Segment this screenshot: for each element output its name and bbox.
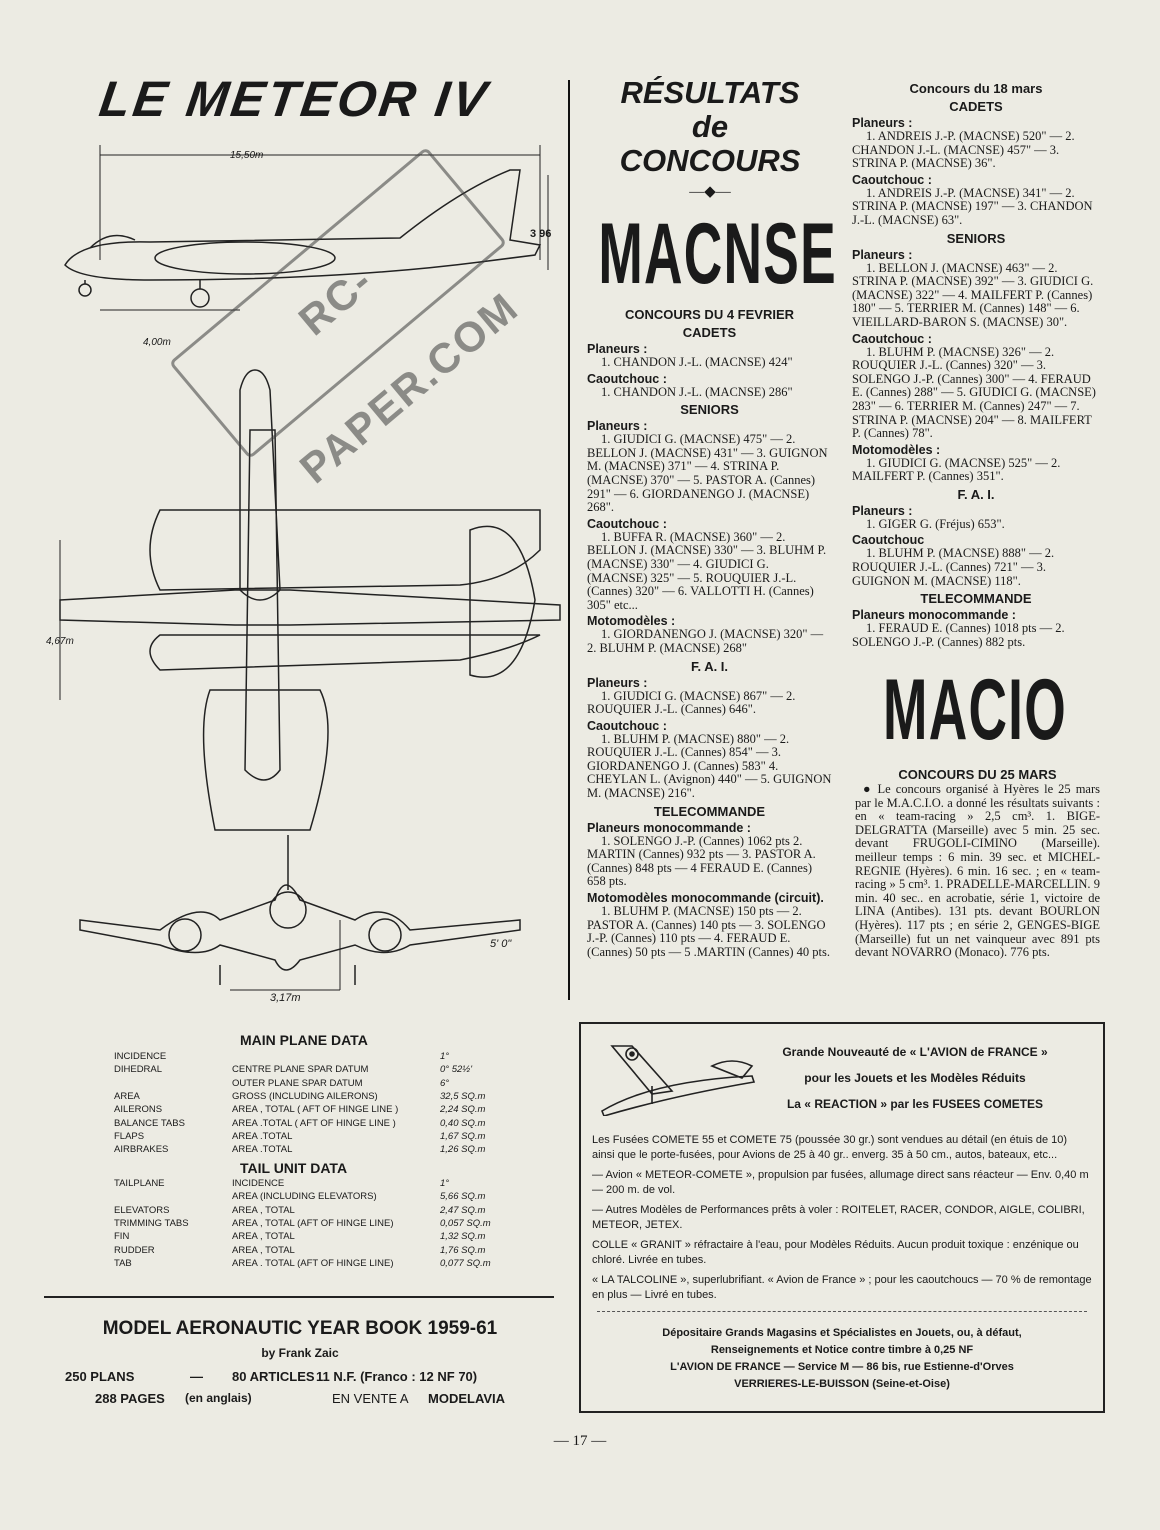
r-cadets-planeurs-results: 1. ANDREIS J.-P. (MACNSE) 520" — 2. CHANDON J.-L. (MACNSE) 457" — 3. STRINA P. (MACNSE) 36". bbox=[852, 129, 1075, 171]
ad-para-modeles: — Autres Modèles de Performances prêts à voler : ROITELET, RACER, CONDOR, AIGLE, COLIBRI, METEOR, JETEX. bbox=[592, 1204, 1085, 1231]
tail-unit-label: TAILPLANE bbox=[114, 1178, 165, 1190]
seniors-caout-label: Caoutchouc : bbox=[587, 516, 667, 531]
main-plane-label: AREA bbox=[114, 1091, 140, 1103]
main-plane-table bbox=[110, 1050, 489, 1156]
r-fai-planeurs-label: Planeurs : bbox=[852, 503, 913, 518]
main-plane-heading: MAIN PLANE DATA bbox=[240, 1032, 368, 1048]
ad-footer-line2: Renseignements et Notice contre timbre à 0,25 NF bbox=[710, 1344, 974, 1356]
main-plane-value: 0,40 SQ.m bbox=[440, 1117, 486, 1129]
ad-para-talcoline: « LA TALCOLINE », superlubrifiant. « Avion de France » ; pour les caoutchoucs — 70 % de remontage en plus — Livré en tubes. bbox=[592, 1274, 1092, 1301]
main-plane-row bbox=[110, 1103, 489, 1116]
yearbook-dash: — bbox=[190, 1369, 203, 1384]
seniors-moto-results: 1. GIORDANENGO J. (MACNSE) 320" — 2. BLUHM P. (MACNSE) 268" bbox=[587, 627, 824, 655]
macnse-results bbox=[587, 304, 832, 959]
concours-25-heading: CONCOURS DU 25 MARS bbox=[898, 767, 1057, 782]
yearbook-pages: 288 PAGES bbox=[95, 1391, 165, 1406]
tail-unit-label bbox=[110, 1190, 228, 1203]
yearbook-author: by Frank Zaic bbox=[261, 1346, 339, 1360]
ad-separator bbox=[597, 1311, 1087, 1312]
main-plane-value: 1,26 SQ.m bbox=[440, 1144, 486, 1156]
tail-unit-desc: INCIDENCE bbox=[232, 1178, 285, 1190]
r-cadets-caout-label: Caoutchouc : bbox=[852, 172, 932, 187]
tail-unit-value: 1° bbox=[440, 1178, 450, 1190]
telecommande-heading: TELECOMMANDE bbox=[653, 803, 766, 819]
tail-unit-value: 1,76 SQ.m bbox=[440, 1244, 486, 1256]
main-plane-row bbox=[110, 1050, 489, 1063]
seniors-moto-label: Motomodèles : bbox=[587, 614, 676, 629]
r-seniors-heading: SENIORS bbox=[946, 230, 1006, 246]
concours-date: CONCOURS DU 4 FEVRIER bbox=[624, 307, 795, 322]
concours-18-heading: Concours du 18 mars bbox=[909, 81, 1043, 96]
seniors-planeurs-results: 1. GIUDICI G. (MACNSE) 475" — 2. BELLON J. (MACNSE) 431" — 3. GUIGNON M. (MACNSE) 371" — 4. STRINA P. (MACNSE) 370" — 5. PASTOR A. (Cannes) 291" — 6. GIORDANENGO J. (MACNSE) 268". bbox=[587, 432, 828, 515]
tail-unit-row bbox=[110, 1190, 495, 1203]
tail-unit-desc: AREA , TOTAL bbox=[232, 1244, 295, 1256]
main-plane-value: 1,67 SQ.m bbox=[440, 1130, 486, 1142]
main-plane-value: 2,24 SQ.m bbox=[440, 1104, 486, 1116]
ad-body bbox=[592, 1133, 1092, 1303]
main-plane-desc: AREA .TOTAL ( AFT OF HINGE LINE ) bbox=[232, 1117, 396, 1129]
main-plane-value: 32,5 SQ.m bbox=[440, 1091, 486, 1103]
ad-para-colle: COLLE « GRANIT » réfractaire à l'eau, pour Modèles Réduits. Aucun produit toxique : enzénique ou chloré. Livrée en tubes. bbox=[592, 1239, 1079, 1266]
main-plane-label: FLAPS bbox=[114, 1130, 145, 1142]
main-plane-value: 0° 52½' bbox=[440, 1064, 473, 1076]
cadets-caout-results: 1. CHANDON J.-L. (MACNSE) 286" bbox=[601, 384, 793, 399]
results-heading bbox=[580, 76, 840, 178]
ad-line2: pour les Jouets et les Modèles Réduits bbox=[804, 1071, 1026, 1085]
yearbook-sale: EN VENTE A bbox=[332, 1391, 409, 1406]
main-plane-row bbox=[110, 1116, 489, 1129]
main-plane-row bbox=[110, 1130, 489, 1143]
r-fai-caout-results: 1. BLUHM P. (MACNSE) 888" — 2. ROUQUIER J.-L. (Cannes) 721" — 3. GUIGNON M. (MACNSE) 118". bbox=[852, 546, 1055, 588]
main-plane-label bbox=[110, 1077, 228, 1090]
ad-para-fusees: Les Fusées COMETE 55 et COMETE 75 (poussée 30 gr.) sont vendues au détail (en étuis de 10) ainsi que le porte-fusées, pour Avions de 25 à 40 gr.. enverg. 35 à 50 cm., autos, bateaux, etc... bbox=[592, 1134, 1068, 1161]
r-fai-heading: F. A. I. bbox=[957, 486, 995, 502]
r-cadets-caout-results: 1. ANDREIS J.-P. (MACNSE) 341" — 2. STRINA P. (MACNSE) 197" — 3. CHANDON J.-L. (MACNSE) 63". bbox=[852, 185, 1093, 227]
tail-unit-heading: TAIL UNIT DATA bbox=[240, 1160, 348, 1176]
tail-unit-desc: AREA (INCLUDING ELEVATORS) bbox=[232, 1191, 377, 1203]
macio-results bbox=[855, 764, 1100, 960]
main-plane-row bbox=[110, 1090, 489, 1103]
march-18-results bbox=[852, 78, 1100, 649]
r-fai-planeurs-results: 1. GIGER G. (Fréjus) 653". bbox=[866, 516, 1005, 531]
tail-unit-label: RUDDER bbox=[114, 1244, 155, 1256]
dim-wheel-height: 5' 0" bbox=[490, 938, 512, 950]
main-plane-desc: GROSS (INCLUDING AILERONS) bbox=[232, 1091, 378, 1103]
yearbook-language: (en anglais) bbox=[185, 1391, 252, 1405]
r-seniors-planeurs-label: Planeurs : bbox=[852, 247, 913, 262]
yearbook-price: 11 N.F. (Franco : 12 NF 70) bbox=[316, 1369, 478, 1384]
tail-unit-row bbox=[110, 1257, 495, 1270]
main-plane-row bbox=[110, 1077, 489, 1090]
cadets-planeurs-label: Planeurs : bbox=[587, 342, 648, 356]
cadets-planeurs-results: 1. CHANDON J.-L. (MACNSE) 424" bbox=[601, 355, 793, 369]
ad-footer-line1: Dépositaire Grands Magasins et Spécialistes en Jouets, ou, à défaut, bbox=[662, 1327, 1022, 1339]
tail-unit-value: 5,66 SQ.m bbox=[440, 1191, 486, 1203]
tail-unit-label: FIN bbox=[114, 1231, 130, 1243]
r-cadets-planeurs-label: Planeurs : bbox=[852, 116, 913, 130]
tail-unit-table bbox=[110, 1177, 495, 1270]
dim-track: 3,17m bbox=[270, 992, 301, 1004]
main-plane-row bbox=[110, 1063, 489, 1076]
r-seniors-caout-label: Caoutchouc : bbox=[852, 331, 932, 346]
fai-heading: F. A. I. bbox=[690, 658, 729, 674]
tail-unit-desc: AREA , TOTAL (AFT OF HINGE LINE) bbox=[232, 1218, 394, 1230]
page-number: — 17 — bbox=[553, 1433, 607, 1449]
main-plane-row bbox=[110, 1143, 489, 1156]
results-heading-line3: CONCOURS bbox=[619, 143, 801, 178]
main-plane-label: DIHEDRAL bbox=[114, 1064, 163, 1076]
tail-unit-value: 0,077 SQ.m bbox=[440, 1257, 491, 1269]
r-telecommande-heading: TELECOMMANDE bbox=[920, 591, 1032, 607]
r-seniors-moto-results: 1. GIUDICI G. (MACNSE) 525" — 2. MAILFERT P. (Cannes) 351". bbox=[852, 455, 1061, 484]
fai-planeurs-label: Planeurs : bbox=[587, 675, 648, 690]
tail-unit-row bbox=[110, 1177, 495, 1190]
tail-unit-label: TAB bbox=[114, 1257, 132, 1269]
main-plane-desc bbox=[228, 1050, 426, 1063]
ad-line1: Grande Nouveauté de « L'AVION de FRANCE » bbox=[782, 1045, 1048, 1059]
club-title-macnse: MACNSE bbox=[598, 206, 837, 302]
rocket-plane-icon bbox=[592, 1036, 762, 1116]
r-cadets-heading: CADETS bbox=[949, 99, 1003, 114]
main-plane-desc: OUTER PLANE SPAR DATUM bbox=[232, 1077, 363, 1089]
main-plane-desc: AREA , TOTAL ( AFT OF HINGE LINE ) bbox=[232, 1104, 399, 1116]
main-plane-label: INCIDENCE bbox=[114, 1051, 167, 1063]
tail-unit-value: 0,057 SQ.m bbox=[440, 1218, 491, 1230]
ad-footer-line3: L'AVION DE FRANCE — Service M — 86 bis, rue Estienne-d'Orves bbox=[670, 1361, 1014, 1373]
tail-unit-value: 2,47 SQ.m bbox=[440, 1204, 486, 1216]
main-plane-label: AILERONS bbox=[114, 1104, 163, 1116]
tele-planeurs-results: 1. SOLENGO J.-P. (Cannes) 1062 pts 2. MARTIN (Cannes) 932 pts — 3. PASTOR A. (Cannes) 848 pts — 4 FERAUD E. (Cannes) 658 pts. bbox=[587, 833, 816, 889]
column-divider bbox=[568, 80, 570, 1000]
tail-unit-desc: AREA . TOTAL (AFT OF HINGE LINE) bbox=[232, 1257, 394, 1269]
results-heading-line2: de bbox=[691, 109, 729, 144]
fai-planeurs-results: 1. GIUDICI G. (MACNSE) 867" — 2. ROUQUIER J.-L. (Cannes) 646". bbox=[587, 688, 796, 717]
results-heading-line1: RÉSULTATS bbox=[620, 75, 800, 110]
r-seniors-planeurs-results: 1. BELLON J. (MACNSE) 463" — 2. STRINA P. (MACNSE) 392" — 3. GIUDICI G. (MACNSE) 322" — 4. MAILFERT P. (Cannes) 180" — 5. TERRIER M. (Cannes) 148" — 6. VIEILLARD-BARON S. (MACNSE) 30". bbox=[852, 260, 1094, 329]
tail-unit-row bbox=[110, 1217, 495, 1230]
main-plane-label: AIRBRAKES bbox=[114, 1144, 169, 1156]
yearbook-articles: 80 ARTICLES bbox=[232, 1369, 315, 1384]
seniors-caout-results: 1. BUFFA R. (MACNSE) 360" — 2. BELLON J. (MACNSE) 330" — 3. BLUHM P. (MACNSE) 330" — 4. GIUDICI G. (MACNSE) 325" — 5. ROUQUIER J.-L. (Cannes) 320" — 6. VALLOTTI H. (Cannes) 305" etc... bbox=[587, 529, 827, 612]
ad-para-meteor: — Avion « METEOR-COMETE », propulsion par fusées, allumage direct sans réacteur — Env. 0,40 m — 200 m. de vol. bbox=[592, 1169, 1089, 1196]
r-seniors-caout-results: 1. BLUHM P. (MACNSE) 326" — 2. ROUQUIER J.-L. (Cannes) 320" — 3. SOLENGO J.-P. (Cannes) 300" — 4. FERAUD E. (Cannes) 288" — 5. GIUDICI G. (MACNSE) 283" — 6. TERRIER M. (Cannes) 247" — 7. STRINA P. (MACNSE) 204" — 8. MAILFERT P. (Cannes) 78". bbox=[852, 344, 1096, 441]
r-seniors-moto-label: Motomodèles : bbox=[852, 442, 941, 457]
club-title-macio: MACIO bbox=[883, 662, 1067, 758]
dim-span: 15,50m bbox=[230, 150, 264, 161]
ad-footer-line4: VERRIERES-LE-BUISSON (Seine-et-Oise) bbox=[734, 1378, 950, 1390]
seniors-planeurs-label: Planeurs : bbox=[587, 419, 648, 434]
tele-moto-results: 1. BLUHM P. (MACNSE) 150 pts — 2. PASTOR A. (Cannes) 140 pts — 3. SOLENGO J.-P. (Cannes) 110 pts — 4. FERAUD E. (Cannes) 50 pts — 5 .MARTIN (Cannes) 40 pts. bbox=[587, 904, 830, 959]
r-fai-caout-label: Caoutchouc bbox=[852, 533, 925, 548]
tail-unit-label: TRIMMING TABS bbox=[114, 1218, 189, 1230]
dim-height: 3 96 bbox=[530, 228, 552, 240]
main-plane-desc: AREA .TOTAL bbox=[232, 1144, 293, 1156]
r-tele-planeurs-label: Planeurs monocommande : bbox=[852, 608, 1016, 623]
fai-caout-label: Caoutchouc : bbox=[587, 718, 667, 733]
main-plane-value: 1° bbox=[440, 1051, 450, 1063]
ad-footer bbox=[592, 1325, 1092, 1393]
cadets-caout-label: Caoutchouc : bbox=[587, 371, 667, 386]
tail-unit-value: 1,32 SQ.m bbox=[440, 1231, 486, 1243]
tail-unit-label: ELEVATORS bbox=[114, 1204, 170, 1216]
tail-unit-row bbox=[110, 1243, 495, 1256]
cadets-heading: CADETS bbox=[682, 325, 737, 340]
tail-unit-desc: AREA , TOTAL bbox=[232, 1204, 295, 1216]
main-plane-value: 6° bbox=[440, 1077, 450, 1089]
ad-line3: La « REACTION » par les FUSEES COMETES bbox=[786, 1097, 1044, 1111]
heading-ornament: —◆— bbox=[689, 184, 731, 200]
yearbook-plans: 250 PLANS bbox=[65, 1369, 135, 1384]
tail-unit-row bbox=[110, 1230, 495, 1243]
macio-text: ● Le concours organisé à Hyères le 25 mars par le M.A.C.I.O. a donné les résultats suivants : en « team-racing » 2,5 cm³. 1. BIGE-DELGRATTA (Marseille) avec 5 min. 25 sec. devant FRUGOLI-CIMINO (Marseille). meilleur temps : 6 min. 39 sec. et MICHEL-REGNIE (Hyères). 6 min. 16 sec. ; en « team-racing » 5 cm³. 1. PRADELLE-MARCELLIN. 9 min. 40 sec.. en acrobatie, série 1, victoire de LINA (Antibes). 131 pts. devant BOURLON (Hyères). 117 pts ; en série 2, GENGES-BIGE (Marseille) fut un net vainqueur avec 891 pts devant NOVARRO (Monaco). 776 pts. bbox=[855, 782, 1100, 960]
yearbook-title: MODEL AERONAUTIC YEAR BOOK 1959-61 bbox=[102, 1318, 498, 1339]
article-title: LE METEOR IV bbox=[96, 71, 493, 127]
tail-unit-row bbox=[110, 1204, 495, 1217]
dim-length: 4,67m bbox=[46, 636, 74, 647]
tele-planeurs-label: Planeurs monocommande : bbox=[587, 820, 751, 835]
seniors-heading: SENIORS bbox=[680, 402, 739, 418]
dim-fuselage: 4,00m bbox=[143, 337, 171, 348]
tele-moto-label: Motomodèles monocommande (circuit). bbox=[587, 891, 824, 906]
main-plane-desc: AREA .TOTAL bbox=[232, 1130, 293, 1142]
watermark-stamp: RC-PAPER.COM bbox=[169, 147, 507, 459]
fai-caout-results: 1. BLUHM P. (MACNSE) 880" — 2. ROUQUIER J.-L. (Cannes) 854" — 3. GIORDANENGO J. (Cannes) 583" 4. CHEYLAN L. (Avignon) 440" — 5. GUIGNON M. (MACNSE) 216". bbox=[587, 731, 832, 801]
r-tele-planeurs-results: 1. FERAUD E. (Cannes) 1018 pts — 2. SOLENGO J.-P. (Cannes) 882 pts. bbox=[852, 621, 1065, 649]
tail-unit-desc: AREA , TOTAL bbox=[232, 1231, 295, 1243]
main-plane-desc: CENTRE PLANE SPAR DATUM bbox=[232, 1064, 369, 1076]
yearbook-divider bbox=[44, 1296, 554, 1298]
yearbook-shop: MODELAVIA bbox=[428, 1391, 506, 1406]
main-plane-label: BALANCE TABS bbox=[114, 1117, 185, 1129]
